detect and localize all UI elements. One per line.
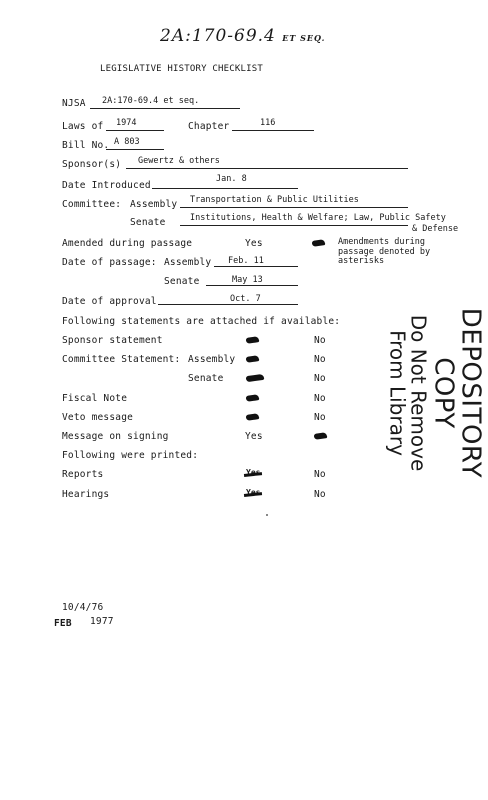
committee-senate-no: No xyxy=(314,373,326,384)
committee-assembly-label: Assembly xyxy=(130,199,178,210)
footer-date: 10/4/76 xyxy=(62,602,104,613)
passage-senate-underline xyxy=(206,285,298,286)
handwritten-header-suffix: ET SEQ. xyxy=(282,33,326,43)
reports-yes-struck: Yes xyxy=(246,468,261,477)
hearings-no: No xyxy=(314,489,326,500)
depository-stamp xyxy=(375,278,488,508)
passage-senate-label: Senate xyxy=(164,276,200,287)
handwritten-header-number: 2A:170-69.4 xyxy=(160,26,276,46)
committee-senate-label: Senate xyxy=(130,217,166,228)
date-introduced-label: Date Introduced xyxy=(62,180,151,191)
date-approval-underline xyxy=(158,304,298,305)
stamp-line-1: DEPOSITORY COPY xyxy=(428,307,486,479)
footer-received-month: FEB xyxy=(54,618,72,629)
date-introduced-value: Jan. 8 xyxy=(216,174,247,184)
depository-stamp-text xyxy=(387,308,484,478)
hearings-label: Hearings xyxy=(62,489,110,500)
committee-senate-yes-blot xyxy=(246,374,265,382)
hearings-yes-struck: Yes xyxy=(246,488,261,497)
passage-assembly-label: Assembly xyxy=(164,257,212,268)
committee-senate-value: Institutions, Health & Welfare; Law, Public Safety xyxy=(190,213,446,223)
date-passage-label: Date of passage: xyxy=(62,257,157,268)
njsa-label: NJSA xyxy=(62,98,86,109)
bill-no-underline xyxy=(106,149,164,150)
reports-label: Reports xyxy=(62,469,104,480)
fiscal-note-label: Fiscal Note xyxy=(62,393,128,404)
veto-message-yes-blot xyxy=(246,413,260,421)
amended-note-3: asterisks xyxy=(338,256,385,266)
sponsors-underline xyxy=(126,168,408,169)
committee-label: Committee: xyxy=(62,199,122,210)
sponsors-value: Gewertz & others xyxy=(138,156,220,166)
sponsors-label: Sponsor(s) xyxy=(62,159,122,170)
bill-no-value: A 803 xyxy=(114,137,140,147)
chapter-underline xyxy=(232,130,314,131)
fiscal-note-yes-blot xyxy=(246,394,260,402)
chapter-value: 116 xyxy=(260,118,276,128)
sponsor-statement-yes-blot xyxy=(246,336,260,344)
laws-of-label: Laws of xyxy=(62,121,104,132)
veto-message-label: Veto message xyxy=(62,412,134,423)
handwritten-header xyxy=(160,26,325,46)
footer-received-year: 1977 xyxy=(90,616,114,627)
veto-message-no: No xyxy=(314,412,326,423)
printed-heading: Following were printed: xyxy=(62,450,199,461)
reports-no: No xyxy=(314,469,326,480)
committee-senate-underline xyxy=(180,225,408,226)
sponsor-statement-no: No xyxy=(314,335,326,346)
njsa-underline xyxy=(90,108,240,109)
laws-of-underline xyxy=(106,130,164,131)
date-approval-value: Oct. 7 xyxy=(230,294,261,304)
sponsor-statement-label: Sponsor statement xyxy=(62,335,163,346)
passage-assembly-value: Feb. 11 xyxy=(228,256,264,266)
committee-assembly-underline xyxy=(180,207,408,208)
passage-assembly-underline xyxy=(214,266,298,267)
committee-senate-value-cont: & Defense xyxy=(412,224,459,234)
njsa-value: 2A:170-69.4 et seq. xyxy=(102,96,200,106)
laws-of-value: 1974 xyxy=(116,118,137,128)
committee-assembly-no: No xyxy=(314,354,326,365)
committee-assembly-value: Transportation & Public Utilities xyxy=(190,195,359,205)
passage-senate-value: May 13 xyxy=(232,275,263,285)
amended-note-2: passage denoted by xyxy=(338,247,431,257)
amended-no-blot xyxy=(312,239,326,247)
bill-no-label: Bill No. xyxy=(62,140,110,151)
stamp-line-2: Do Not Remove From Library xyxy=(385,314,431,472)
amended-yes: Yes xyxy=(245,238,263,249)
amended-label: Amended during passage xyxy=(62,238,193,249)
committee-statement-senate: Senate xyxy=(188,373,224,384)
stray-mark xyxy=(266,514,268,516)
committee-statement-assembly: Assembly xyxy=(188,354,236,365)
committee-assembly-yes-blot xyxy=(246,355,260,363)
statements-heading: Following statements are attached if available: xyxy=(62,316,341,327)
fiscal-note-no: No xyxy=(314,393,326,404)
amended-note-1: Amendments during xyxy=(338,237,425,247)
message-on-signing-no-blot xyxy=(314,432,328,440)
message-on-signing-label: Message on signing xyxy=(62,431,169,442)
message-on-signing-yes: Yes xyxy=(245,431,263,442)
chapter-label: Chapter xyxy=(188,121,230,132)
date-introduced-underline xyxy=(152,188,298,189)
committee-statement-label: Committee Statement: xyxy=(62,354,181,365)
page-title: LEGISLATIVE HISTORY CHECKLIST xyxy=(100,64,263,74)
date-approval-label: Date of approval xyxy=(62,296,157,307)
